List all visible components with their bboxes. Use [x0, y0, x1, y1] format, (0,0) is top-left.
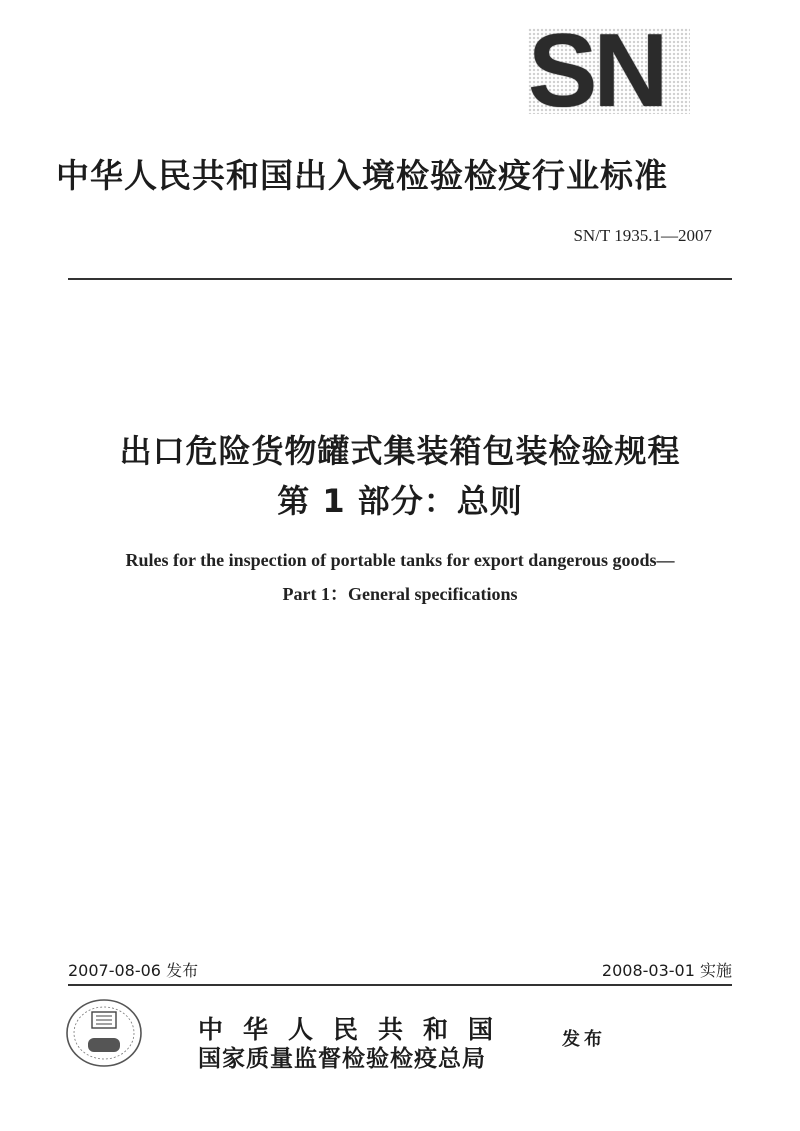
document-subtitle-en: Part 1：General specifications	[282, 584, 518, 604]
footer-divider	[68, 984, 732, 986]
sn-logo	[528, 13, 690, 129]
seal-icon	[64, 996, 144, 1070]
document-subtitle-cn: 第 1 部分：总则	[277, 482, 523, 520]
anti-counterfeit-seal	[64, 996, 144, 1070]
effective-date: 2008-03-01 实施	[601, 961, 732, 980]
publisher-line1: 中华人民共和国	[198, 1015, 514, 1044]
issue-date: 2007-08-06 发布	[68, 961, 199, 980]
header-divider	[68, 278, 732, 280]
document-title-cn: 出口危险货物罐式集装箱包装检验规程	[119, 432, 681, 470]
issuing-authority-title: 中华人民共和国出入境检验检疫行业标准	[56, 156, 668, 195]
publish-label: 发布	[562, 1029, 606, 1050]
sn-logo-text: SN	[528, 13, 665, 129]
publisher-line2: 国家质量监督检验检疫总局	[198, 1045, 486, 1072]
standard-code: SN/T 1935.1—2007	[573, 226, 712, 245]
document-title-en: Rules for the inspection of portable tanks for export dangerous goods—	[125, 550, 675, 570]
